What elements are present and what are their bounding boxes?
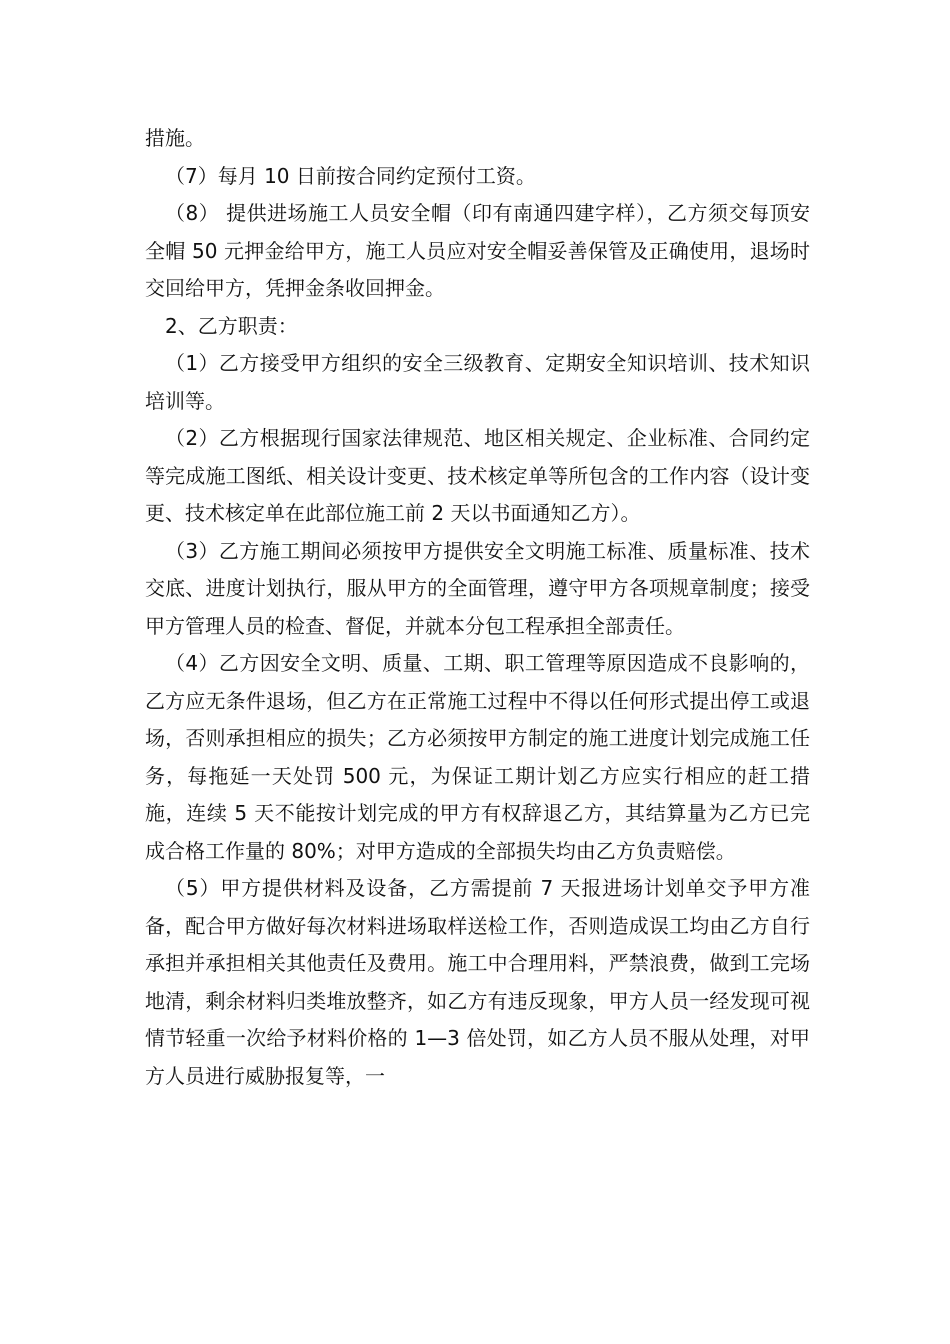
paragraph-b-item-2: （2）乙方根据现行国家法律规范、地区相关规定、企业标准、合同约定等完成施工图纸、相关设计变更、技术核定单等所包含的工作内容（设计变更、技术核定单在此部位施工前 2 天以书面通知乙方）。	[145, 426, 810, 525]
paragraph-b-item-1: （1）乙方接受甲方组织的安全三级教育、定期安全知识培训、技术知识培训等。	[145, 351, 810, 413]
paragraph-b-item-3: （3）乙方施工期间必须按甲方提供安全文明施工标准、质量标准、技术交底、进度计划执行，服从甲方的全面管理，遵守甲方各项规章制度；接受甲方管理人员的检查、督促，并就本分包工程承担全部责任。	[145, 538, 810, 638]
paragraph-b-item-4: （4）乙方因安全文明、质量、工期、职工管理等原因造成不良影响的，乙方应无条件退场，但乙方在正常施工过程中不得以任何形式提出停工或退场，否则承担相应的损失；乙方必须按甲方制定的施工进度计划完成施工任务，每拖延一天处罚 500 元，为保证工期计划乙方应实行相应的赶工措施，连续 5 天不能按计划完成的甲方有权辞退乙方，其结算量为乙方已完成合格工作量的 80%；对甲方造成的全部损失均由乙方负责赔偿。	[145, 651, 810, 863]
paragraph-item-7: （7）每月 10 日前按合同约定预付工资。	[165, 163, 536, 188]
paragraph-item-8: （8） 提供进场施工人员安全帽（印有南通四建字样），乙方须交每顶安全帽 50 元押金给甲方，施工人员应对安全帽妥善保管及正确使用，退场时交回给甲方，凭押金条收回押金。	[145, 201, 810, 300]
paragraph-continuation: 措施。	[145, 126, 205, 150]
section-heading-party-b-duties: 2、乙方职责：	[165, 313, 298, 338]
document-body	[145, 120, 810, 1095]
paragraph-b-item-5: （5）甲方提供材料及设备，乙方需提前 7 天报进场计划单交予甲方准备，配合甲方做好每次材料进场取样送检工作，否则造成误工均由乙方自行承担并承担相关其他责任及费用。施工中合理用料，严禁浪费，做到工完场地清，剩余材料归类堆放整齐，如乙方有违反现象，甲方人员一经发现可视情节轻重一次给予材料价格的 1—3 倍处罚，如乙方人员不服从处理，对甲方人员进行威胁报复等，一	[145, 876, 810, 1088]
